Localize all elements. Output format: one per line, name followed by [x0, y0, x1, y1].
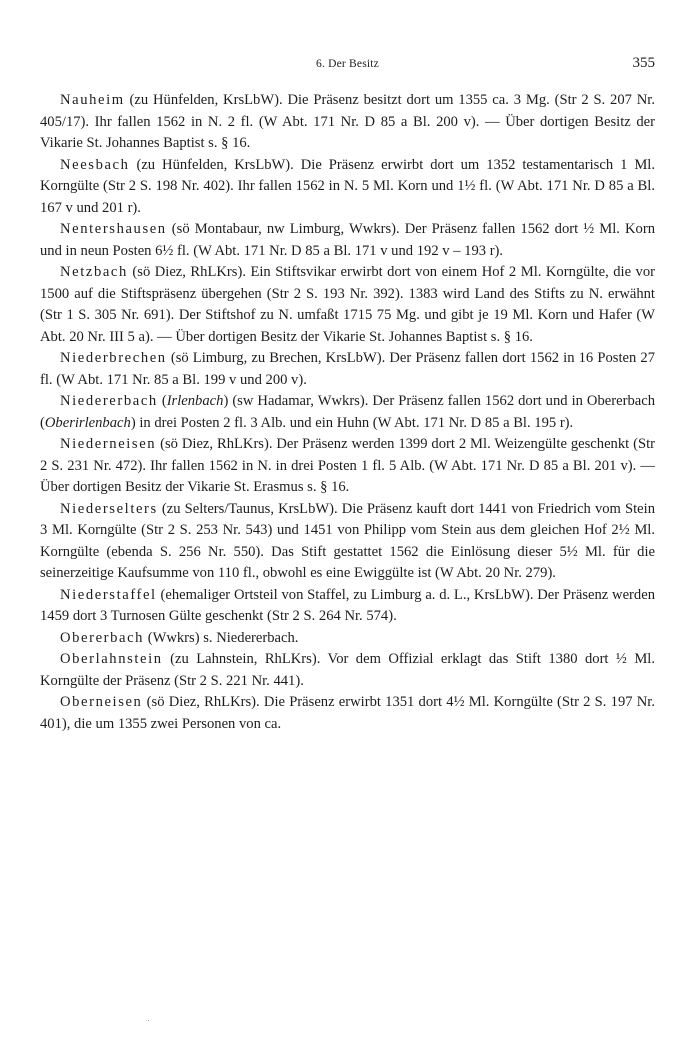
entry-oberlahnstein	[40, 649, 655, 692]
entry-text-open: (	[157, 393, 167, 409]
place-name: Nauheim	[60, 92, 125, 108]
entry-oberneisen	[40, 692, 655, 735]
entry-text: (Wwkrs) s. Niedererbach.	[144, 629, 299, 646]
entry-text: ) (sw Hadamar, Wwkrs). Der Präsenz fallen 1562 dort und in Obererbach (	[40, 393, 655, 431]
place-name: Niederneisen	[60, 436, 157, 452]
historic-name: Oberirlenbach	[44, 414, 131, 431]
entry-text: (zu Lahnstein, RhLKrs). Vor dem Offizial erklagt das Stift 1380 dort ½ Ml. Korngülte der Präsenz (Str 2 S. 221 Nr. 441).	[40, 651, 655, 689]
entry-nentershausen	[40, 219, 655, 262]
running-head-title: 6. Der Besitz	[316, 58, 379, 70]
entry-niederselters	[40, 499, 655, 585]
entry-text: (sö Diez, RhLKrs). Der Präsenz werden 1399 dort 2 Ml. Weizengülte geschenkt (Str 2 S. 231 Nr. 472). Ihr fallen 1562 in N. in drei Posten 1 fl. 5 Alb. (W Abt. 171 Nr. D 85 a Bl. 201 v). — Über dortigen Besitz der Vikarie St. Erasmus s. § 16.	[40, 436, 655, 495]
entry-niedererbach	[40, 391, 655, 434]
place-name: Neesbach	[60, 156, 130, 173]
entry-text: (sö Diez, RhLKrs). Die Präsenz erwirbt 1351 dort 4½ Ml. Korngülte (Str 2 S. 197 Nr. 401), die um 1355 zwei Personen von ca.	[40, 694, 655, 732]
entry-text: (sö Diez, RhLKrs). Ein Stiftsvikar erwirbt dort von einem Hof 2 Ml. Korngülte, die vor 1500 auf die Stiftspräsenz übergehen (Str 2 S. 193 Nr. 392). 1383 wird Land des Stifts zu N. erwähnt (Str 1 S. 305 Nr. 691). Der Stiftshof zu N. umfaßt 1715 75 Mg. und gibt je 19 Ml. Korn und Hafer (W Abt. 20 Nr. III 5 a). — Über dortigen Besitz der Vikarie St. Johannes Baptist s. § 16.	[40, 264, 655, 345]
place-name: Netzbach	[60, 264, 128, 280]
running-head	[40, 55, 655, 75]
entry-niederneisen	[40, 434, 655, 499]
entry-neesbach	[40, 155, 655, 220]
place-name: Oberneisen	[60, 694, 143, 710]
entry-text: ) in drei Posten 2 fl. 3 Alb. und ein Huhn (W Abt. 171 Nr. D 85 a Bl. 195 r).	[130, 414, 574, 431]
place-name: Niederstaffel	[60, 586, 157, 603]
place-name: Niedererbach	[60, 393, 158, 409]
entry-niederstaffel	[40, 585, 655, 628]
paper-speck	[148, 1020, 149, 1021]
place-name: Obererbach	[60, 629, 145, 646]
entry-text: (zu Hünfelden, KrsLbW). Die Präsenz erwirbt dort um 1352 testamentarisch 1 Ml. Korngülte (Str 2 S. 198 Nr. 402). Ihr fallen 1562 in N. 5 Ml. Korn und 1½ fl. (W Abt. 171 Nr. D 85 a Bl. 167 v und 201 r).	[40, 156, 655, 216]
entry-text: (ehemaliger Ortsteil von Staffel, zu Limburg a. d. L., KrsLbW). Der Präsenz werden 1459 dort 3 Turnosen Gülte geschenkt (Str 2 S. 264 Nr. 574).	[40, 586, 655, 624]
entry-text: (sö Montabaur, nw Limburg, Wwkrs). Der Präsenz fallen 1562 dort ½ Ml. Korn und in neun Posten 6½ fl. (W Abt. 171 Nr. D 85 a Bl. 171 v und 192 v – 193 r).	[40, 221, 655, 259]
entry-text: (sö Limburg, zu Brechen, KrsLbW). Der Präsenz fallen dort 1562 in 16 Posten 27 fl. (W Abt. 171 Nr. 85 a Bl. 199 v und 200 v).	[40, 350, 655, 388]
place-name: Oberlahnstein	[60, 651, 163, 667]
place-name: Nentershausen	[60, 221, 167, 237]
entry-text: (zu Hünfelden, KrsLbW). Die Präsenz besitzt dort um 1355 ca. 3 Mg. (Str 2 S. 207 Nr. 405/17). Ihr fallen 1562 in N. 2 fl. (W Abt. 171 Nr. D 85 a Bl. 200 v). — Über dortigen Besitz der Vikarie St. Johannes Baptist s. § 16.	[40, 92, 655, 151]
historic-name: Irlenbach	[166, 393, 224, 409]
entry-nauheim	[40, 90, 655, 155]
entry-niederbrechen	[40, 348, 655, 391]
entry-text: (zu Selters/Taunus, KrsLbW). Die Präsenz kauft dort 1441 von Friedrich vom Stein 3 Ml. Korngülte (Str 2 S. 253 Nr. 543) und 1451 von Philipp vom Stein aus dem gleichen Hof 2½ Ml. Korngülte (ebenda S. 256 Nr. 550). Das Stift gestattet 1562 die Einlösung dieser 5½ Ml. für die seinerzeitige Kaufsumme von 110 fl., obwohl es eine Ewiggülte ist (W Abt. 20 Nr. 279).	[40, 500, 655, 581]
entry-obererbach	[40, 628, 655, 650]
body-text	[40, 90, 655, 735]
place-name: Niederbrechen	[60, 350, 167, 366]
place-name: Niederselters	[60, 500, 158, 517]
page-number: 355	[632, 55, 655, 71]
entry-netzbach	[40, 262, 655, 348]
